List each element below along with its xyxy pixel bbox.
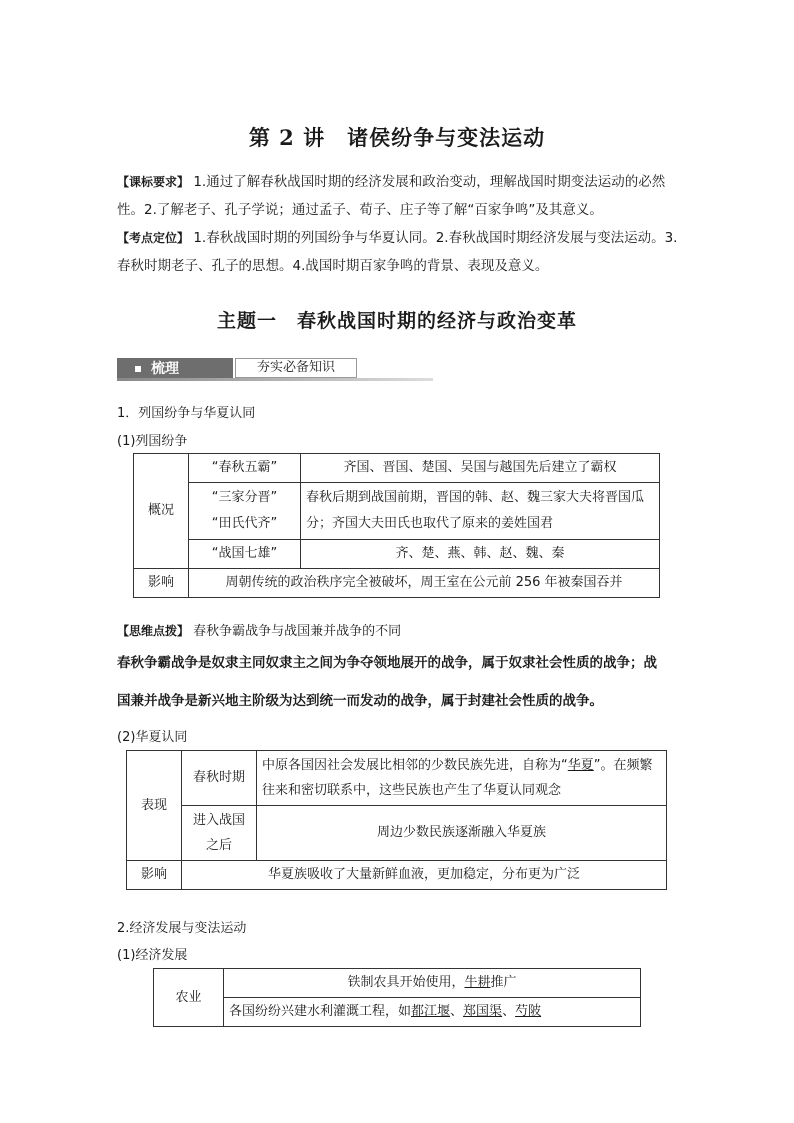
table-row	[154, 998, 641, 1027]
term-zhanguo-qixiong: “战国七雄”	[189, 540, 301, 569]
desc-chunqiu-pre: 中原各国因社会发展比相邻的少数民族先进，自称为“	[262, 758, 568, 773]
kebiao-text: 1.通过了解春秋战国时期的经济发展和政治变动，理解战国时期变法运动的必然性。2.了解老子、孔子学说；通过孟子、荀子、庄子等了解“百家争鸣”及其意义。	[117, 174, 666, 218]
section-banner	[117, 358, 433, 380]
expression-label: 表现	[127, 751, 182, 861]
curriculum-requirements	[117, 168, 683, 224]
term-chunqiu-wuba: “春秋五霸”	[189, 454, 301, 483]
table-row	[134, 454, 660, 483]
section1-heading: 1．列国纷争与华夏认同	[117, 406, 256, 421]
section2-heading: 2.经济发展与变法运动	[117, 921, 247, 936]
kaodian-text: 1.春秋战国时期的列国纷争与华夏认同。2.春秋战国时期经济发展与变法运动。3.春秋时期老子、孔子的思想。4.战国时期百家争鸣的背景、表现及意义。	[117, 230, 678, 274]
section1-sub2: (2)华夏认同	[117, 730, 188, 745]
desc-sanjia-tianshi: 春秋后期到战国前期，晋国的韩、赵、魏三家大夫将晋国瓜分；齐国大夫田氏也取代了原来的姜姓国君	[301, 483, 660, 540]
term-sanjia: “三家分晋”	[211, 490, 278, 505]
agri-row1-post: 推广	[490, 975, 517, 990]
period-zhanguo-b: 之后	[205, 838, 232, 853]
desc-chunqiu-post: ”。在频繁往来和密切联系中，这些民族也产生了华夏认同观念	[262, 758, 653, 798]
table-row	[154, 969, 641, 998]
exam-points	[117, 224, 683, 280]
banner-strip	[117, 378, 433, 381]
agriculture-label: 农业	[154, 969, 224, 1027]
table-huaxia	[126, 750, 667, 890]
huaxia-term: 华夏	[567, 758, 594, 773]
agri-row1	[224, 969, 641, 998]
shaobei-term: 芍陂	[515, 1004, 542, 1019]
influence-label-2: 影响	[127, 861, 182, 890]
influence-desc-2: 华夏族吸收了大量新鲜血液，更加稳定，分布更为广泛	[182, 861, 667, 890]
theme-title: 主题一 春秋战国时期的经济与政治变革	[216, 310, 577, 332]
insight-body-line1: 春秋争霸战争是奴隶主同奴隶主之间为争夺领地展开的战争，属于奴隶社会性质的战争；战	[117, 655, 657, 671]
insight-title: 春秋争霸战争与战国兼并战争的不同	[193, 624, 402, 639]
desc-chunqiu-wuba: 齐国、晋国、楚国、吴国与越国先后建立了霸权	[301, 454, 660, 483]
table-row	[127, 806, 667, 861]
overview-label: 概况	[134, 454, 189, 569]
agri-row1-pre: 铁制农具开始使用，	[347, 975, 465, 990]
agri-row2-pre: 各国纷纷兴建水利灌溉工程，如	[229, 1004, 412, 1019]
period-zhanguo	[182, 806, 257, 861]
desc-zhanguo-qixiong: 齐、楚、燕、韩、赵、魏、秦	[301, 540, 660, 569]
kebiao-tag: 【课标要求】	[117, 175, 190, 189]
table-row	[134, 569, 660, 598]
agri-row2-sep2: 、	[502, 1004, 516, 1019]
section2-sub1: (1)经济发展	[117, 948, 188, 963]
banner-label: 梳理	[151, 361, 179, 377]
table-row	[134, 483, 660, 540]
insight-heading	[117, 620, 401, 639]
term-sanjia-tianshi	[189, 483, 301, 540]
agri-row2-sep1: 、	[450, 1004, 464, 1019]
table-row	[127, 751, 667, 806]
insight-body-line2: 国兼并战争是新兴地主阶级为达到统一而发动的战争，属于封建社会性质的战争。	[117, 693, 603, 709]
period-chunqiu: 春秋时期	[182, 751, 257, 806]
square-bullet-icon	[135, 366, 141, 372]
term-tianshi: “田氏代齐”	[211, 516, 278, 531]
table-rivalry	[133, 453, 660, 598]
kaodian-tag: 【考点定位】	[117, 231, 190, 245]
niugeng-term: 牛耕	[464, 975, 491, 990]
banner-label-box	[117, 358, 233, 380]
table-economy	[153, 968, 641, 1027]
desc-chunqiu	[257, 751, 667, 806]
influence-desc: 周朝传统的政治秩序完全被破坏，周王室在公元前 256 年被秦国吞并	[189, 569, 660, 598]
agri-row2	[224, 998, 641, 1027]
zhengguoqu-term: 郑国渠	[463, 1004, 503, 1019]
influence-label: 影响	[134, 569, 189, 598]
table-row	[134, 540, 660, 569]
lecture-title: 第 2 讲 诸侯纷争与变法运动	[248, 125, 546, 150]
period-zhanguo-a: 进入战国	[192, 813, 245, 828]
table-row	[127, 861, 667, 890]
section1-sub1: (1)列国纷争	[117, 434, 188, 449]
insight-tag: 【思维点拨】	[117, 624, 190, 638]
desc-zhanguo: 周边少数民族逐渐融入华夏族	[257, 806, 667, 861]
dujiangyan-term: 都江堰	[411, 1004, 451, 1019]
banner-sub: 夯实必备知识	[235, 358, 357, 378]
